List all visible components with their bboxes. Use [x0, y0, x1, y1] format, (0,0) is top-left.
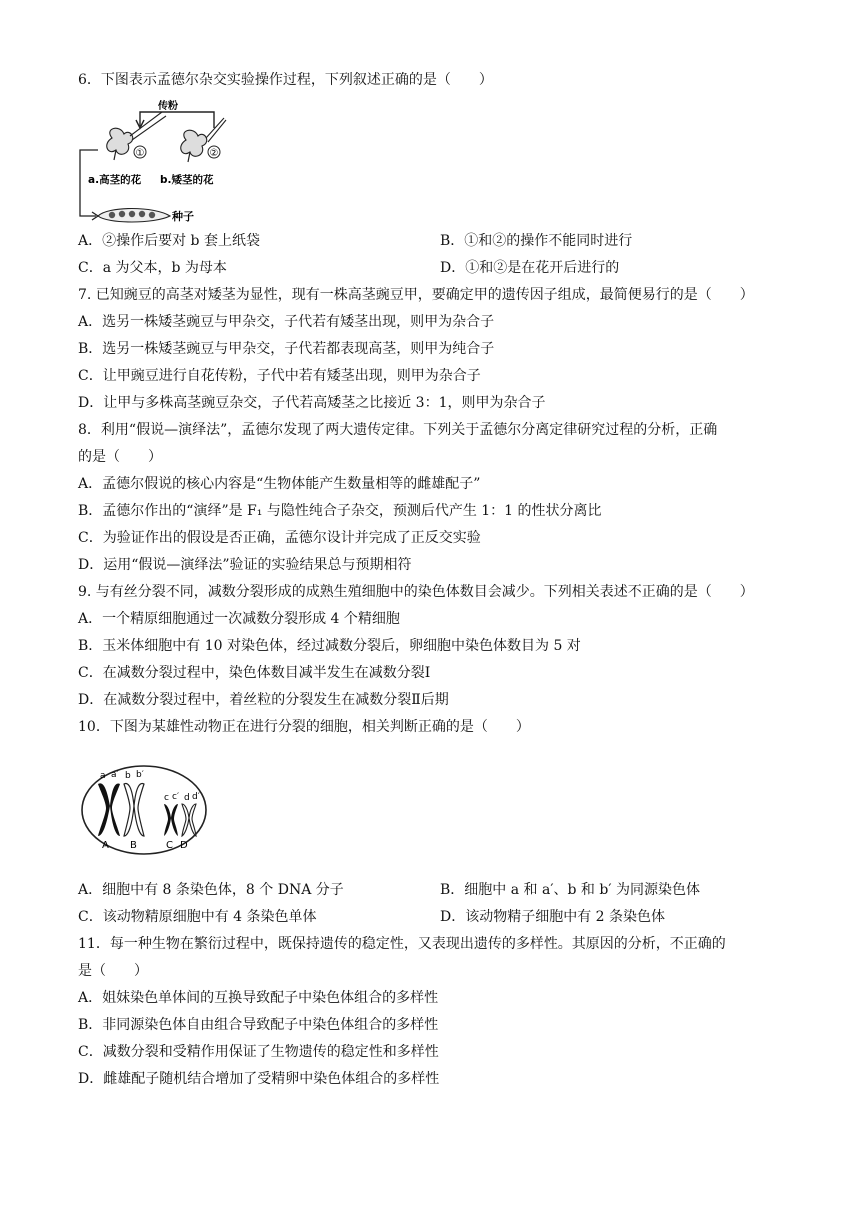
- q7-option-d: D．让甲与多株高茎豌豆杂交，子代若高矮茎之比接近 3：1，则甲为杂合子: [78, 395, 546, 411]
- q8-option-c: C．为验证作出的假设是否正确，孟德尔设计并完成了正反交实验: [78, 530, 481, 546]
- chromosome-d-icon: [182, 804, 196, 836]
- q9-option-a: A．一个精原细胞通过一次减数分裂形成 4 个精细胞: [78, 611, 400, 627]
- label-d: d: [184, 793, 190, 803]
- chromosome-c-icon: [164, 804, 178, 836]
- q6-hybridization-figure: [74, 98, 234, 224]
- step2-label: ②: [209, 148, 219, 159]
- q8-option-b: B．孟德尔作出的“演绎”是 F₁ 与隐性纯合子杂交，预测后代产生 1：1 的性状分离比: [78, 503, 602, 519]
- label-C: C: [166, 840, 173, 851]
- q11-option-a: A．姐妹染色单体间的互换导致配子中染色体组合的多样性: [78, 990, 439, 1006]
- label-D: D: [180, 840, 188, 851]
- q11-option-d: D．雌雄配子随机结合增加了受精卵中染色体组合的多样性: [78, 1071, 440, 1087]
- flower-b-label: b.矮茎的花: [160, 174, 214, 186]
- q6-stem: 6．下图表示孟德尔杂交实验操作过程，下列叙述正确的是（ ）: [78, 72, 493, 88]
- seed-label: 种子: [172, 210, 194, 223]
- q10-option-d: D．该动物精子细胞中有 2 条染色体: [440, 909, 666, 925]
- brush-icon: [206, 118, 226, 142]
- flower-a-label: a.高茎的花: [88, 174, 142, 186]
- label-A: A: [102, 840, 109, 851]
- q8-option-d: D．运用“假说—演绎法”验证的实验结果总与预期相符: [78, 557, 412, 573]
- q11-stem-line2: 是（ ）: [78, 963, 148, 979]
- q10-stem: 10．下图为某雄性动物正在进行分裂的细胞，相关判断正确的是（ ）: [78, 719, 530, 735]
- label-c-prime: c′: [172, 792, 179, 802]
- q10-option-a: A．细胞中有 8 条染色体，8 个 DNA 分子: [78, 882, 344, 898]
- label-a: a: [100, 771, 106, 781]
- q6-option-c: C．a 为父本，b 为母本: [78, 260, 227, 276]
- step1-label: ①: [135, 148, 145, 159]
- q7-option-c: C．让甲豌豆进行自花传粉，子代中若有矮茎出现，则甲为杂合子: [78, 368, 481, 384]
- q11-option-c: C．减数分裂和受精作用保证了生物遗传的稳定性和多样性: [78, 1044, 439, 1060]
- q8-option-a: A．孟德尔假说的核心内容是“生物体能产生数量相等的雌雄配子”: [78, 476, 481, 492]
- q9-option-d: D．在减数分裂过程中，着丝粒的分裂发生在减数分裂Ⅱ后期: [78, 692, 449, 708]
- q6-option-a: A．②操作后要对 b 套上纸袋: [78, 233, 260, 249]
- q9-option-b: B．玉米体细胞中有 10 对染色体，经过减数分裂后，卵细胞中染色体数目为 5 对: [78, 638, 581, 654]
- tweezers-icon: [130, 112, 166, 140]
- q10-option-c: C．该动物精原细胞中有 4 条染色单体: [78, 909, 317, 925]
- label-d-prime: d′: [192, 792, 200, 802]
- chromosome-b-icon: [124, 784, 144, 836]
- q9-stem: 9. 与有丝分裂不同，减数分裂形成的成熟生殖细胞中的染色体数目会减少。下列相关表述不正确的是（ ）: [78, 584, 754, 600]
- label-c: c: [164, 793, 169, 803]
- q7-stem: 7. 已知豌豆的高茎对矮茎为显性，现有一株高茎豌豆甲，要确定甲的遗传因子组成，最简便易行的是（ ）: [78, 287, 754, 303]
- label-b: b: [125, 771, 131, 781]
- chromosome-a-icon: [98, 783, 120, 836]
- q11-option-b: B．非同源染色体自由组合导致配子中染色体组合的多样性: [78, 1017, 439, 1033]
- q6-option-b: B．①和②的操作不能同时进行: [440, 233, 633, 249]
- q9-option-c: C．在减数分裂过程中，染色体数目减半发生在减数分裂Ⅰ: [78, 665, 431, 681]
- q8-stem-line2: 的是（ ）: [78, 449, 162, 465]
- q8-stem-line1: 8．利用“假说—演绎法”，孟德尔发现了两大遗传定律。下列关于孟德尔分离定律研究过程的分析，正确: [78, 422, 718, 438]
- q10-option-b: B．细胞中 a 和 a′、b 和 b′ 为同源染色体: [440, 882, 700, 898]
- label-B: B: [130, 840, 137, 851]
- label-a-prime: a′: [111, 770, 119, 780]
- pollination-label: 传粉: [158, 101, 178, 112]
- seed-pod-icon: [98, 209, 170, 223]
- q6-option-d: D．①和②是在花开后进行的: [440, 260, 620, 276]
- q11-stem-line1: 11．每一种生物在繁衍过程中，既保持遗传的稳定性，又表现出遗传的多样性。其原因的分析，不正确的: [78, 936, 726, 952]
- q7-option-b: B．选另一株矮茎豌豆与甲杂交，子代若都表现高茎，则甲为纯合子: [78, 341, 495, 357]
- tall-flower-icon: [107, 128, 133, 160]
- label-b-prime: b′: [136, 770, 144, 780]
- dwarf-flower-icon: [181, 130, 207, 162]
- q10-cell-figure: [80, 764, 212, 856]
- q7-option-a: A．选另一株矮茎豌豆与甲杂交，子代若有矮茎出现，则甲为杂合子: [78, 314, 495, 330]
